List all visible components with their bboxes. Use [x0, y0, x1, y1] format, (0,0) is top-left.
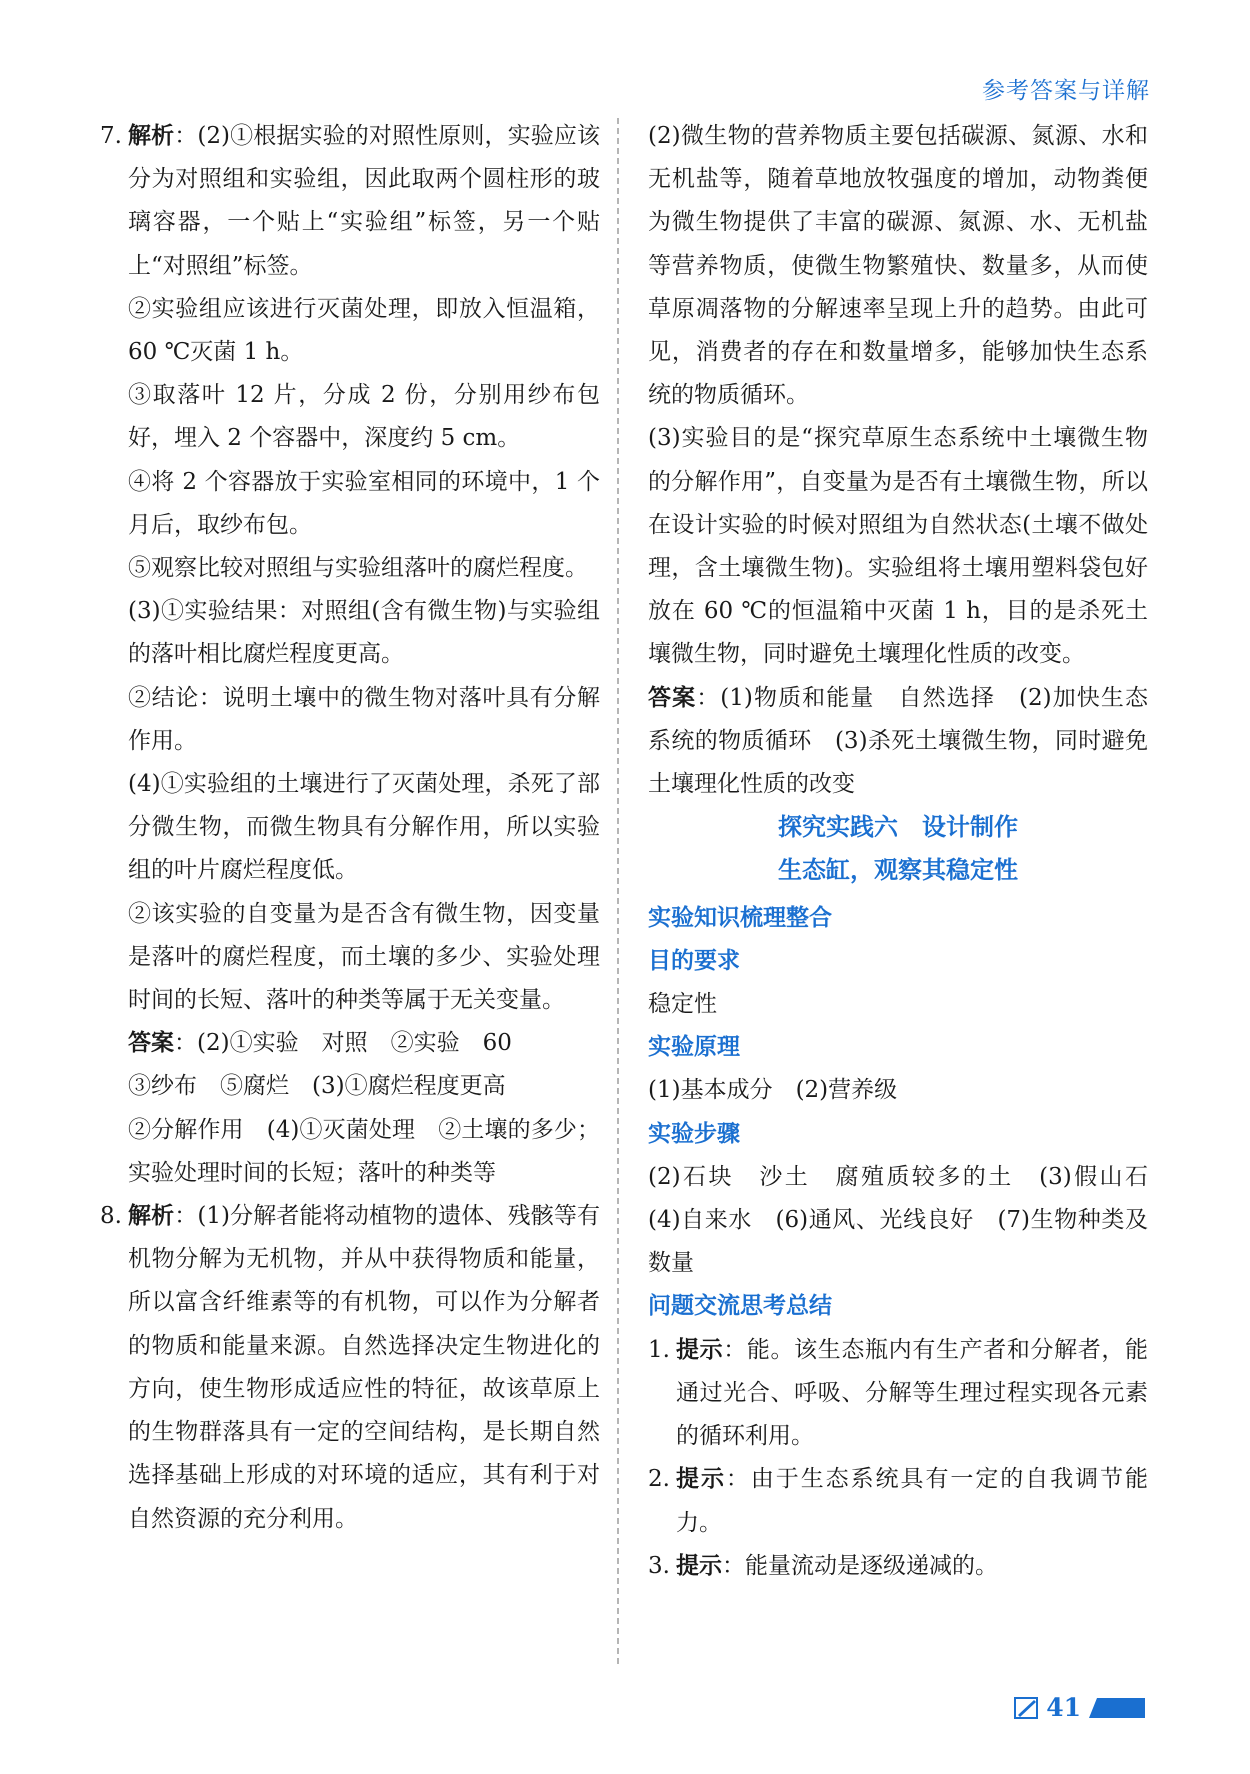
- right-column: [648, 115, 1171, 1588]
- hint-2: 2. 提示：由于生态系统具有一定的自我调节能力。: [648, 1458, 1148, 1544]
- q7-answer-line-3: ②分解作用 (4)①灭菌处理 ②土壤的多少；实验处理时间的长短；落叶的种类等: [128, 1116, 600, 1186]
- steps-text: (2)石块 沙土 腐殖质较多的土 (3)假山石 (4)自来水 (6)通风、光线良好 (7)生物种类及数量: [648, 1163, 1171, 1277]
- hint-label: 提示: [676, 1336, 724, 1363]
- answer-label: 答案: [648, 684, 697, 711]
- hint-1: 1. 提示：能。该生态瓶内有生产者和分解者，能通过光合、呼吸、分解等生理过程实现各元素的循环利用。: [648, 1329, 1148, 1459]
- q7-part-4-2: ②该实验的自变量为是否含有微生物，因变量是落叶的腐烂程度，而土壤的多少、实验处理时间的长短、落叶的种类等属于无关变量。: [128, 900, 600, 1014]
- purpose-text: 稳定性: [648, 991, 717, 1018]
- q7-analysis-intro: 解析：(2)①根据实验的对照性原则，实验应该分为对照组和实验组，因此取两个圆柱形的玻璃容器，一个贴上“实验组”标签，另一个贴上“对照组”标签。: [128, 123, 600, 279]
- practice-title-line-1: 探究实践六 设计制作: [778, 813, 1018, 842]
- q8-answer: 答案：(1)物质和能量 自然选择 (2)加快生态系统的物质循环 (3)杀死土壤微生物，同时避免土壤理化性质的改变: [648, 684, 1148, 798]
- q8-analysis-part-2: (2)微生物的营养物质主要包括碳源、氮源、水和无机盐等，随着草地放牧强度的增加，动物粪便为微生物提供了丰富的碳源、氮源、水、无机盐等营养物质，使微生物繁殖快、数量多，从而使草原凋落物的分解速率呈现上升的趋势。由此可见，消费者的存在和数量增多，能够加快生态系统的物质循环。: [648, 123, 1148, 409]
- pen-icon: [1014, 1697, 1038, 1719]
- section-principle: 实验原理: [648, 1034, 740, 1061]
- q7-step-4: ④将 2 个容器放于实验室相同的环境中，1 个月后，取纱布包。: [128, 468, 600, 538]
- page-footer: [1014, 1693, 1145, 1722]
- hint-number: 2.: [648, 1466, 670, 1493]
- q7-answer-line-2: ③纱布 ⑤腐烂 (3)①腐烂程度更高: [128, 1073, 506, 1100]
- question-7: [100, 115, 600, 1195]
- analysis-label: 解析: [128, 123, 175, 149]
- analysis-label: 解析: [128, 1203, 175, 1230]
- question-number: 7.: [100, 123, 122, 149]
- q7-result: (3)①实验结果：对照组(含有微生物)与实验组的落叶相比腐烂程度更高。: [128, 598, 600, 668]
- section-purpose: 目的要求: [648, 947, 740, 974]
- hint-3: 3. 提示：能量流动是逐级递减的。: [648, 1545, 1148, 1588]
- question-8: [100, 1195, 600, 1541]
- q8-analysis-part-1: 解析：(1)分解者能将动植物的遗体、残骸等有机物分解为无机物，并从中获得物质和能量，所以富含纤维素等的有机物，可以作为分解者的物质和能量来源。自然选择决定生物进化的方向，使生物形成适应性的特征，故该草原上的生物群落具有一定的空间结构，是长期自然选择基础上形成的对环境的适应，其有利于对自然资源的充分利用。: [128, 1203, 600, 1532]
- section-discussion: 问题交流思考总结: [648, 1293, 832, 1320]
- hint-label: 提示: [676, 1466, 726, 1493]
- left-column: [100, 115, 600, 1541]
- q7-step-3: ③取落叶 12 片，分成 2 份，分别用纱布包好，埋入 2 个容器中，深度约 5 cm。: [128, 382, 600, 452]
- page-header-title: 参考答案与详解: [982, 78, 1150, 104]
- page-number: 41: [1046, 1693, 1081, 1722]
- q7-conclusion: ②结论：说明土壤中的微生物对落叶具有分解作用。: [128, 684, 600, 754]
- q7-part-4-1: (4)①实验组的土壤进行了灭菌处理，杀死了部分微生物，而微生物具有分解作用，所以实验组的叶片腐烂程度低。: [128, 771, 600, 884]
- section-steps: 实验步骤: [648, 1120, 740, 1147]
- practice-title-line-2: 生态缸，观察其稳定性: [778, 856, 1018, 885]
- hint-label: 提示: [676, 1552, 722, 1579]
- hint-number: 1.: [648, 1336, 670, 1363]
- principle-text: (1)基本成分 (2)营养级: [648, 1077, 898, 1104]
- q8-analysis-part-3: (3)实验目的是“探究草原生态系统中土壤微生物的分解作用”，自变量为是否有土壤微生物，所以在设计实验的时候对照组为自然状态(土壤不做处理，含土壤微生物)。实验组将土壤用塑料袋包好放在 60 ℃的恒温箱中灭菌 1 h，目的是杀死土壤微生物，同时避免土壤理化性质的改变。: [648, 425, 1148, 668]
- q7-step-2: ②实验组应该进行灭菌处理，即放入恒温箱，60 ℃灭菌 1 h。: [128, 295, 600, 366]
- column-divider: [617, 118, 619, 1664]
- answer-label: 答案: [128, 1030, 174, 1057]
- question-number: 8.: [100, 1203, 122, 1230]
- section-knowledge: 实验知识梳理整合: [648, 904, 832, 931]
- hint-number: 3.: [648, 1552, 670, 1579]
- q7-answer-line-1: 答案：(2)①实验 对照 ②实验 60: [128, 1030, 512, 1057]
- q7-step-5: ⑤观察比较对照组与实验组落叶的腐烂程度。: [128, 555, 588, 582]
- decorative-bar-icon: [1089, 1698, 1145, 1718]
